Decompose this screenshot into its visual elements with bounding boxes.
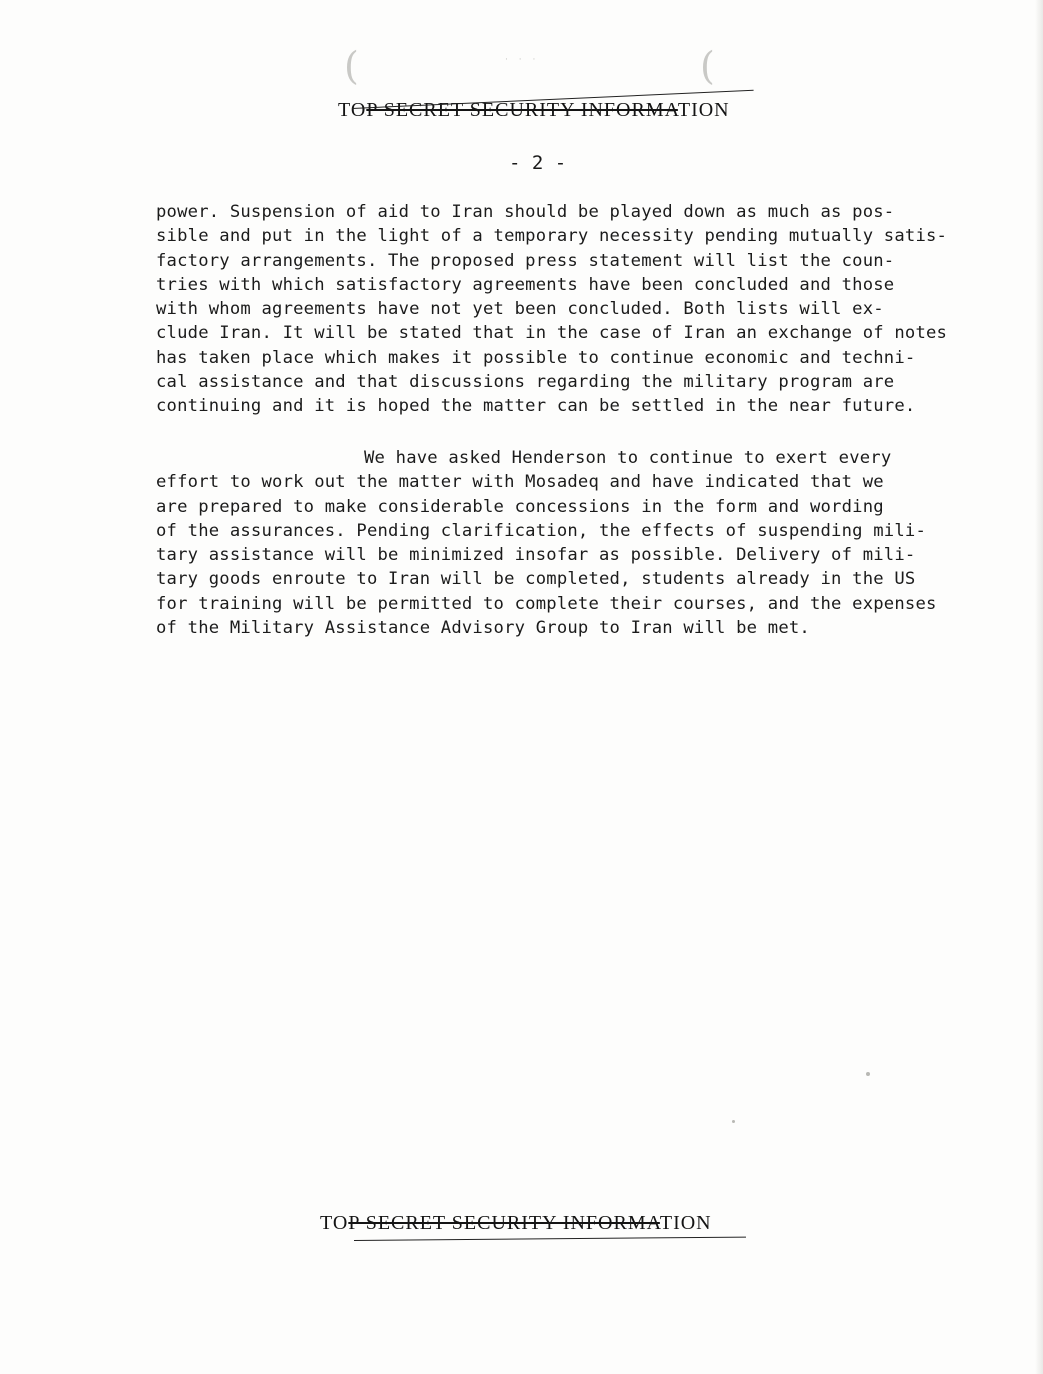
paragraph-1-line: with whom agreements have not yet been concluded. Both lists will ex- [156,299,884,320]
scan-speck [866,1072,870,1076]
header-class-prefix: TO [338,99,367,121]
scan-speck [732,1120,735,1123]
paragraph-1 [156,200,956,419]
footer-classification [320,1212,712,1235]
paragraph-2-line: of the assurances. Pending clarification, the effects of suspending mili- [156,520,926,541]
paragraph-2-line: tary goods enroute to Iran will be completed, students already in the US [156,569,916,590]
footer-pen-strike [354,1237,746,1241]
paragraph-2 [156,446,956,640]
paragraph-1-line: tries with which satisfactory agreements have been concluded and those [156,274,895,295]
paragraph-1-line: power. Suspension of aid to Iran should be played down as much as pos- [156,202,895,222]
footer-class-prefix: TO [320,1212,349,1234]
paragraph-1-line: factory arrangements. The proposed press statement will list the coun- [156,250,895,271]
footer-class-struck: P SECRET SECURITY INFORMA [348,1212,660,1234]
paragraph-1-line: clude Iran. It will be stated that in the case of Iran an exchange of notes [156,323,948,344]
header-class-struck: P SECRET SECURITY INFORMA [366,99,678,121]
paragraph-2-line: tary assistance will be minimized insofar as possible. Delivery of mili- [156,545,916,566]
header-class-suffix: TION [677,99,730,121]
paragraph-1-line: cal assistance and that discussions regarding the military program are [156,372,895,393]
page-number: - 2 - [509,152,567,174]
paragraph-2-line: of the Military Assistance Advisory Group to Iran will be met. [156,618,810,639]
footer-class-suffix: TION [659,1212,712,1234]
faint-smudge-mark: · · · [505,55,540,65]
paragraph-1-line: has taken place which makes it possible to continue economic and techni- [156,347,916,368]
paragraph-2-line: effort to work out the matter with Mosadeq and have indicated that we [156,472,884,493]
right-parenthesis-mark: ( [700,44,715,88]
paragraph-1-line: continuing and it is hoped the matter can be settled in the near future. [156,396,916,417]
left-parenthesis-mark: ( [344,44,359,88]
scan-edge [1035,0,1043,1374]
paragraph-2-line: We have asked Henderson to continue to exert every [364,448,892,468]
paragraph-2-line: are prepared to make considerable concessions in the form and wording [156,496,884,517]
header-classification [338,99,730,122]
paragraph-2-line: for training will be permitted to complete their courses, and the expenses [156,593,937,614]
paragraph-1-line: sible and put in the light of a temporary necessity pending mutually satis- [156,226,948,247]
